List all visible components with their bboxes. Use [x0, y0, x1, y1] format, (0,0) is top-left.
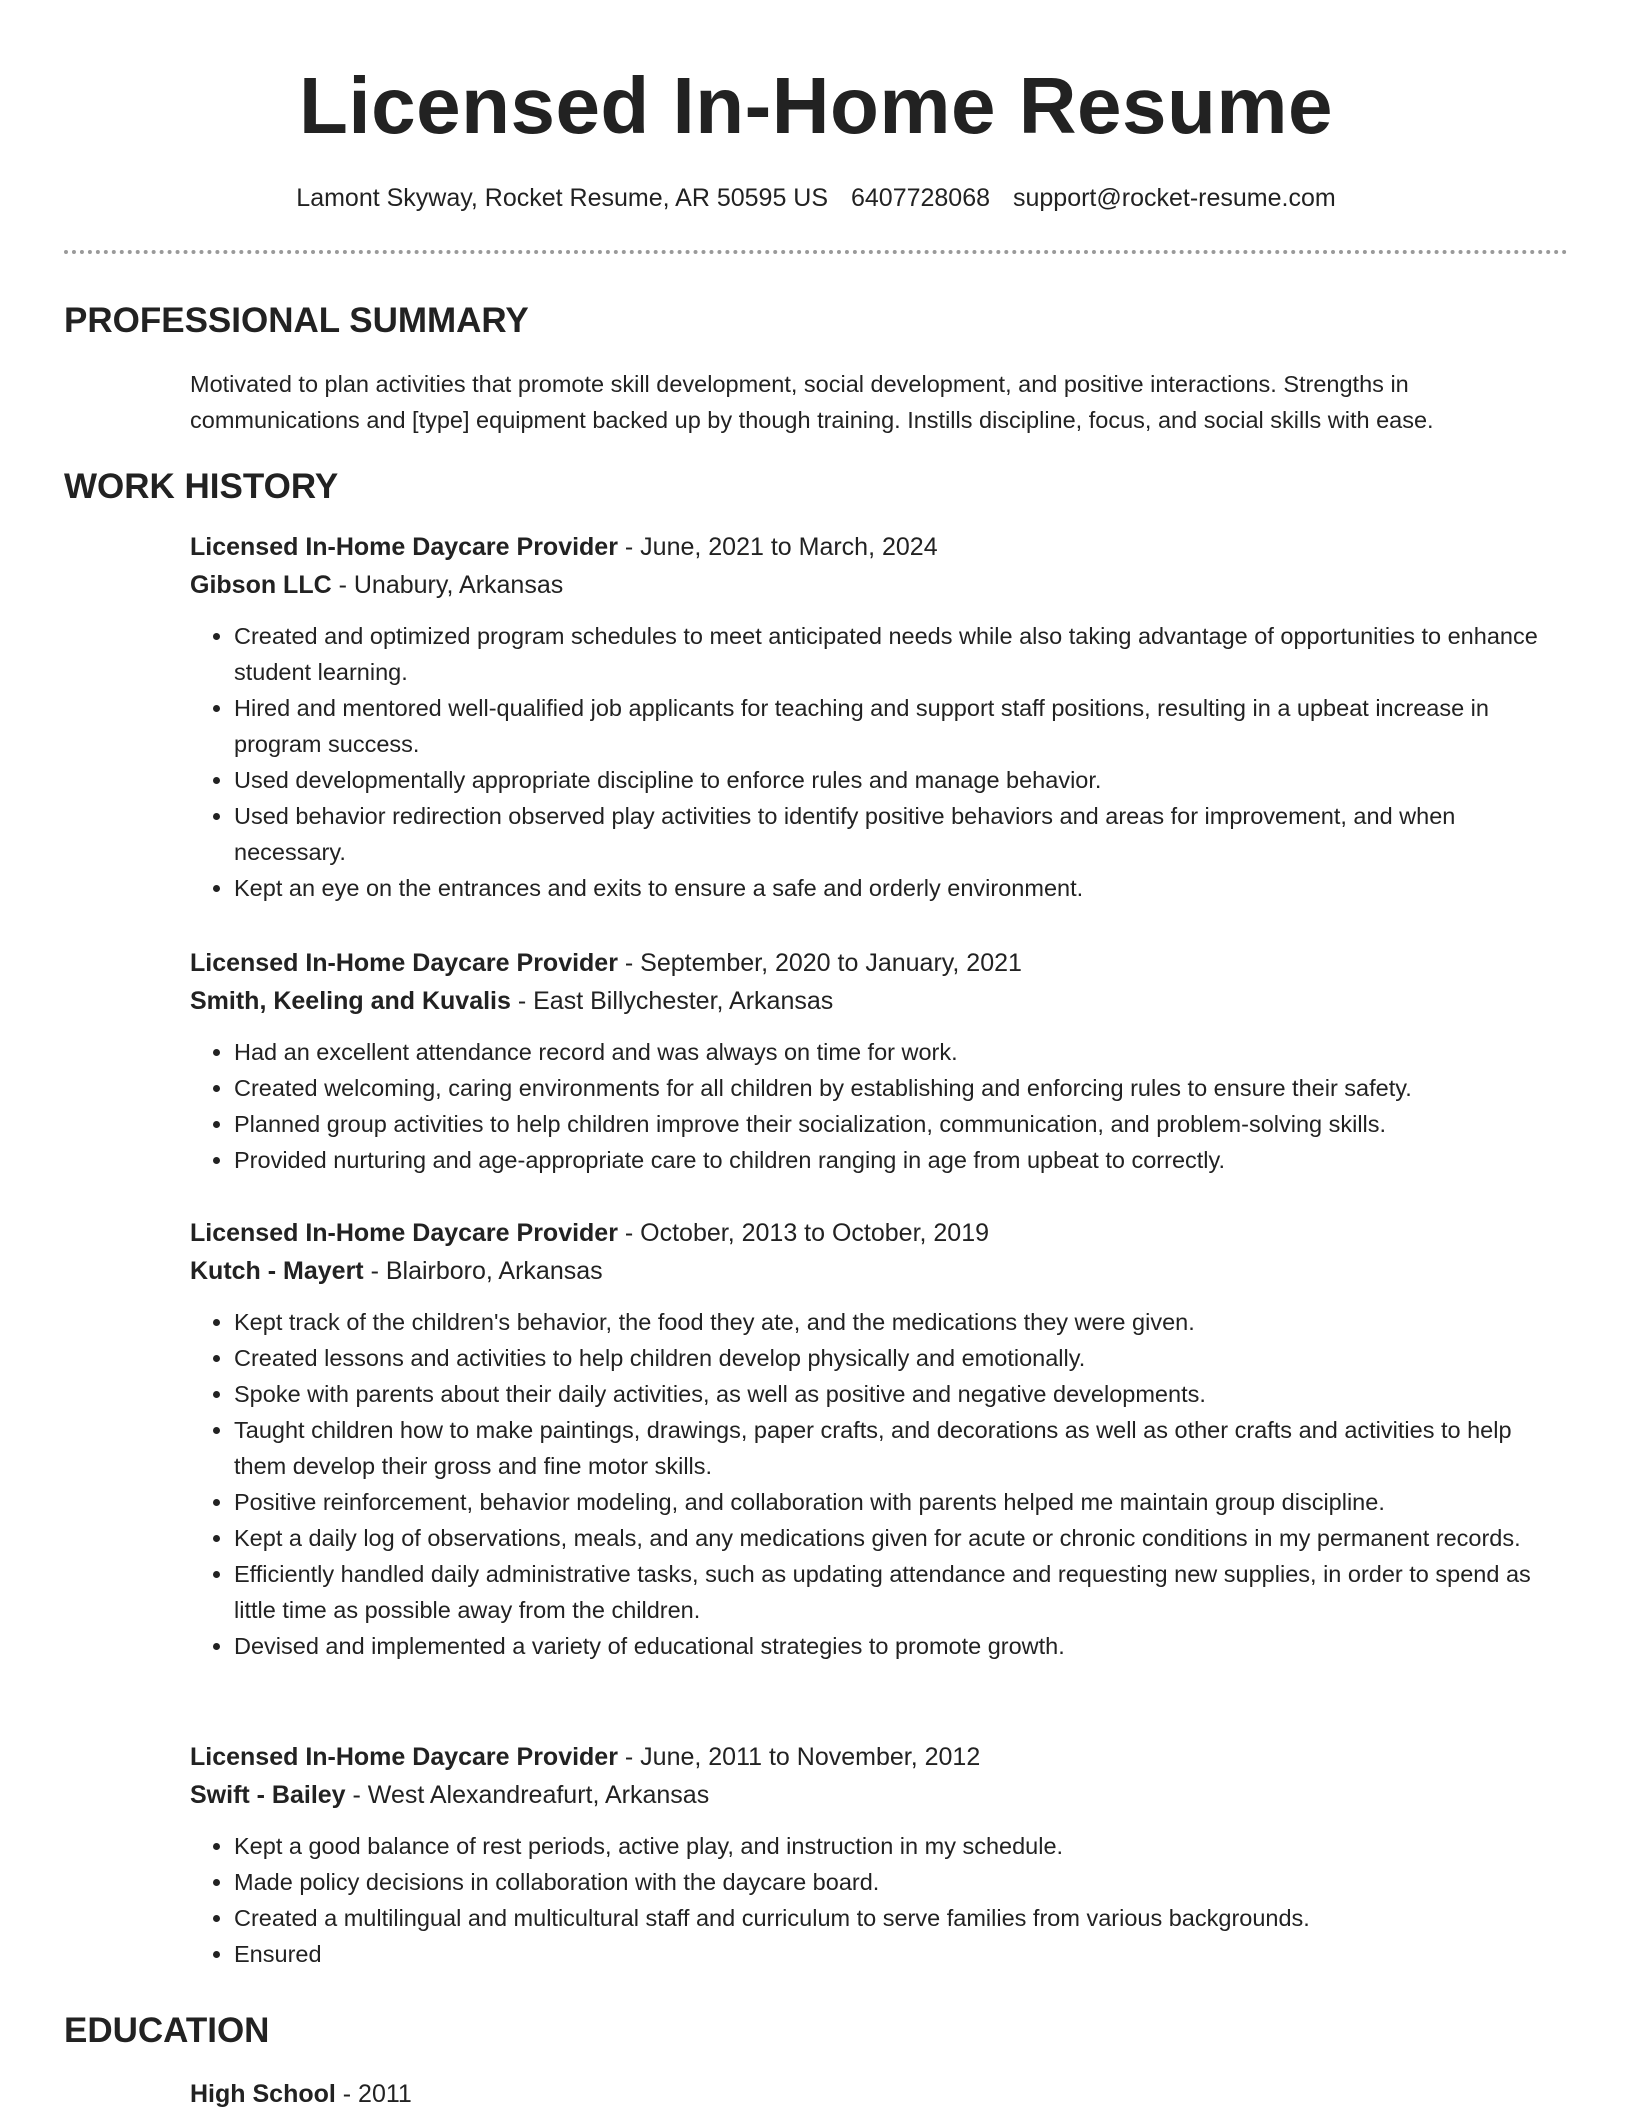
job-company: Smith, Keeling and Kuvalis: [190, 987, 511, 1015]
job-bullets: [190, 1828, 1568, 1972]
list-item: • Created lessons and activities to help children develop physically and emotionally.: [234, 1340, 1568, 1376]
list-item: • Hired and mentored well-qualified job applicants for teaching and support staff positions, resulting in a upbeat increase in program success.: [234, 690, 1568, 762]
job-bullets: [190, 1034, 1568, 1178]
list-item: • Devised and implemented a variety of educational strategies to promote growth.: [234, 1628, 1568, 1664]
job-company-line: [190, 982, 1568, 1020]
list-item: • Used behavior redirection observed play activities to identify positive behaviors and areas for improvement, and when necessary.: [234, 798, 1568, 870]
job-company: Swift - Bailey: [190, 1781, 346, 1809]
contact-address: Lamont Skyway, Rocket Resume, AR 50595 US: [296, 184, 829, 212]
list-item: • Ensured: [234, 1936, 1568, 1972]
list-item: • Kept a good balance of rest periods, active play, and instruction in my schedule.: [234, 1828, 1568, 1864]
job-title: Licensed In-Home Daycare Provider: [190, 1743, 618, 1771]
job-title: Licensed In-Home Daycare Provider: [190, 1219, 618, 1247]
list-item: • Positive reinforcement, behavior modeling, and collaboration with parents helped me maintain group discipline.: [234, 1484, 1568, 1520]
list-item: • Planned group activities to help children improve their socialization, communication, and problem-solving skills.: [234, 1106, 1568, 1142]
contact-email: support@rocket-resume.com: [1012, 184, 1336, 212]
list-item: • Used developmentally appropriate discipline to enforce rules and manage behavior.: [234, 762, 1568, 798]
job-location: - Unabury, Arkansas: [331, 571, 564, 599]
job-title: Licensed In-Home Daycare Provider: [190, 949, 618, 977]
job-bullets: [190, 1304, 1568, 1664]
list-item: • Had an excellent attendance record and was always on time for work.: [234, 1034, 1568, 1070]
list-item: • Taught children how to make paintings, drawings, paper crafts, and decorations as well as other crafts and activities to help them develop their gross and fine motor skills.: [234, 1412, 1568, 1484]
list-item: • Made policy decisions in collaboration with the daycare board.: [234, 1864, 1568, 1900]
list-item: • Kept a daily log of observations, meals, and any medications given for acute or chronic conditions in my permanent records.: [234, 1520, 1568, 1556]
education-degree: High School: [190, 2080, 336, 2108]
job-location: - Blairboro, Arkansas: [363, 1257, 603, 1285]
job-dates: - September, 2020 to January, 2021: [617, 949, 1022, 977]
job-title-line: [190, 528, 1568, 566]
job-bullets: [190, 618, 1568, 906]
job-entry: [190, 528, 1568, 906]
job-company-line: [190, 1776, 1568, 1814]
job-entry: [190, 1738, 1568, 1972]
list-item: • Created a multilingual and multicultural staff and curriculum to serve families from various backgrounds.: [234, 1900, 1568, 1936]
contact-line: [0, 182, 1632, 214]
list-item: • Kept an eye on the entrances and exits to ensure a safe and orderly environment.: [234, 870, 1568, 906]
job-company: Kutch - Mayert: [190, 1257, 364, 1285]
job-title: Licensed In-Home Daycare Provider: [190, 533, 618, 561]
job-dates: - October, 2013 to October, 2019: [617, 1219, 990, 1247]
education-entry: [190, 2076, 412, 2112]
list-item: • Spoke with parents about their daily activities, as well as positive and negative developments.: [234, 1376, 1568, 1412]
job-company-line: [190, 1252, 1568, 1290]
header-divider: [64, 250, 1568, 254]
list-item: • Created and optimized program schedules to meet anticipated needs while also taking advantage of opportunities to enhance student learning.: [234, 618, 1568, 690]
list-item: • Efficiently handled daily administrative tasks, such as updating attendance and requesting new supplies, in order to spend as little time as possible away from the children.: [234, 1556, 1568, 1628]
education-year: - 2011: [335, 2080, 412, 2108]
list-item: • Created welcoming, caring environments for all children by establishing and enforcing rules to ensure their safety.: [234, 1070, 1568, 1106]
list-item: • Provided nurturing and age-appropriate care to children ranging in age from upbeat to correctly.: [234, 1142, 1568, 1178]
job-entry: [190, 1214, 1568, 1664]
work-history-heading: WORK HISTORY: [64, 467, 339, 506]
summary-heading: PROFESSIONAL SUMMARY: [64, 301, 529, 340]
job-title-line: [190, 1738, 1568, 1776]
job-location: - West Alexandreafurt, Arkansas: [345, 1781, 710, 1809]
job-dates: - June, 2021 to March, 2024: [617, 533, 938, 561]
resume-title: Licensed In-Home Resume: [299, 61, 1333, 150]
education-heading: EDUCATION: [64, 2011, 270, 2050]
job-title-line: [190, 1214, 1568, 1252]
job-company: Gibson LLC: [190, 571, 332, 599]
list-item: • Kept track of the children's behavior, the food they ate, and the medications they were given.: [234, 1304, 1568, 1340]
job-company-line: [190, 566, 1568, 604]
job-location: - East Billychester, Arkansas: [510, 987, 834, 1015]
contact-phone: 6407728068: [850, 184, 991, 212]
job-entry: [190, 944, 1568, 1178]
job-dates: - June, 2011 to November, 2012: [617, 1743, 981, 1771]
job-title-line: [190, 944, 1568, 982]
summary-text: Motivated to plan activities that promote skill development, social development, and positive interactions. Strengths in communications and [type] equipment backed up by though training. Instills discipline, focus, and social skills with ease.: [190, 371, 1434, 433]
